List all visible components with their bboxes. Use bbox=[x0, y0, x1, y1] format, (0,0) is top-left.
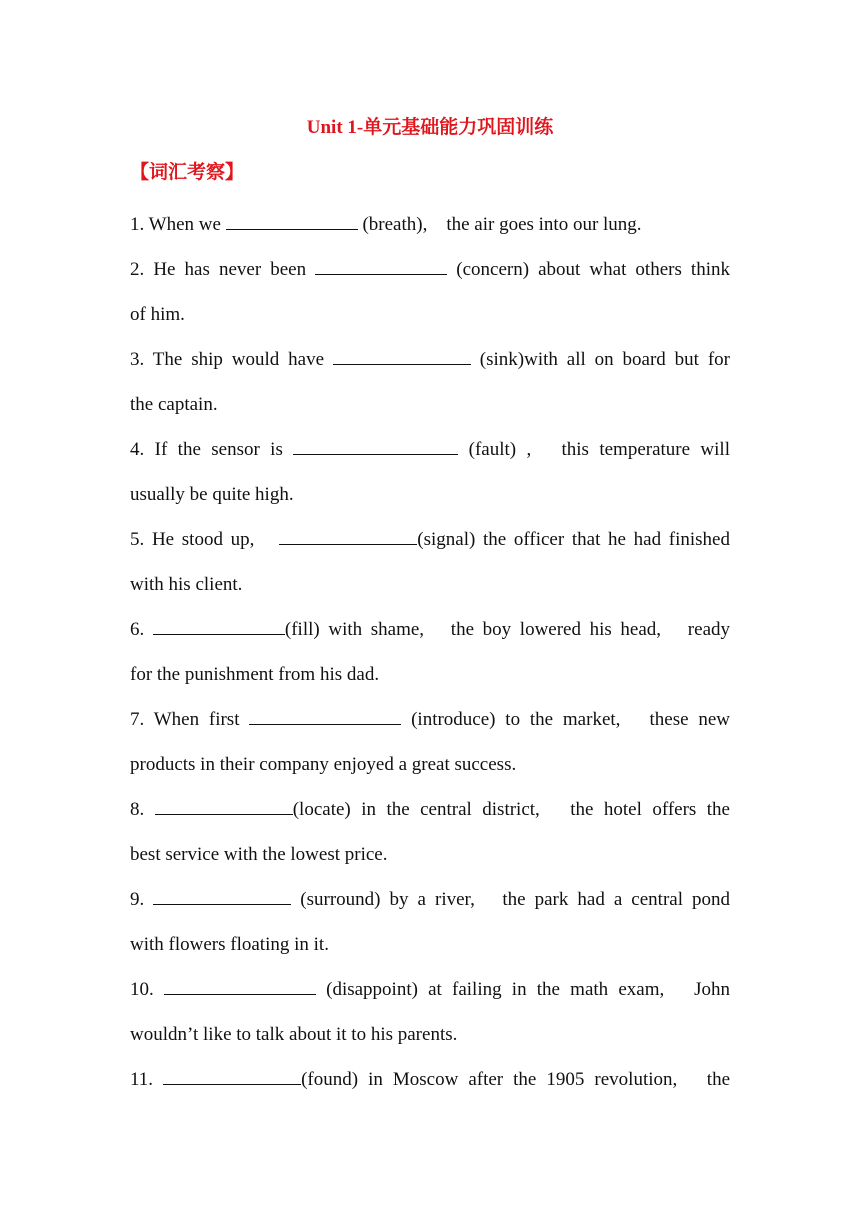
question-7-start: 7. When first bbox=[130, 709, 250, 730]
question-11-rest: (found) in Moscow after the 1905 revolution, the bbox=[301, 1069, 731, 1090]
question-4-rest: (fault) , this temperature will bbox=[458, 439, 730, 460]
question-9-continued: with flowers floating in it. bbox=[130, 934, 329, 955]
question-11 bbox=[130, 1057, 730, 1102]
answer-blank-4[interactable] bbox=[293, 437, 458, 455]
question-2-rest: (concern) about what others think bbox=[447, 259, 730, 280]
question-1 bbox=[130, 202, 730, 247]
question-6-start: 6. bbox=[130, 619, 153, 640]
answer-blank-8[interactable] bbox=[155, 797, 293, 815]
question-9-rest: (surround) by a river, the park had a central pond bbox=[291, 889, 731, 910]
question-5-rest: (signal) the officer that he had finished bbox=[417, 529, 730, 550]
question-5-continued: with his client. bbox=[130, 574, 243, 595]
question-5-start: 5. He stood up, bbox=[130, 529, 280, 550]
question-3-start: 3. The ship would have bbox=[130, 349, 333, 370]
answer-blank-2[interactable] bbox=[315, 257, 447, 275]
question-3 bbox=[130, 337, 730, 382]
question-1-start: 1. When we bbox=[130, 214, 226, 235]
question-6-continued: for the punishment from his dad. bbox=[130, 664, 380, 685]
answer-blank-1[interactable] bbox=[226, 212, 358, 230]
question-11-start: 11. bbox=[130, 1069, 164, 1090]
question-3-rest: (sink)with all on board but for bbox=[470, 349, 730, 370]
question-1-rest: (breath), the air goes into our lung. bbox=[357, 214, 642, 235]
question-6-rest: (fill) with shame, the boy lowered his head, ready bbox=[284, 619, 730, 640]
question-8-rest: (locate) in the central district, the hotel offers the bbox=[292, 799, 730, 820]
question-10-start: 10. bbox=[130, 979, 164, 1000]
question-2 bbox=[130, 247, 730, 292]
question-4 bbox=[130, 427, 730, 472]
answer-blank-10[interactable] bbox=[164, 977, 316, 995]
question-3-continued: the captain. bbox=[130, 394, 218, 415]
question-4-start: 4. If the sensor is bbox=[130, 439, 294, 460]
page-title: Unit 1-单元基础能力巩固训练 bbox=[306, 117, 554, 138]
question-7-continued: products in their company enjoyed a great success. bbox=[130, 754, 517, 775]
question-2-continued: of him. bbox=[130, 304, 185, 325]
question-10 bbox=[130, 967, 730, 1012]
question-6 bbox=[130, 607, 730, 652]
question-7 bbox=[130, 697, 730, 742]
answer-blank-5[interactable] bbox=[279, 527, 417, 545]
question-7-rest: (introduce) to the market, these new bbox=[401, 709, 730, 730]
question-9-start: 9. bbox=[130, 889, 154, 910]
question-2-start: 2. He has never been bbox=[130, 259, 316, 280]
question-8 bbox=[130, 787, 730, 832]
section-heading: 【词汇考察】 bbox=[130, 162, 245, 183]
answer-blank-3[interactable] bbox=[333, 347, 471, 365]
answer-blank-6[interactable] bbox=[153, 617, 285, 635]
question-10-rest: (disappoint) at failing in the math exam, John bbox=[315, 979, 730, 1000]
answer-blank-7[interactable] bbox=[249, 707, 401, 725]
answer-blank-9[interactable] bbox=[153, 887, 291, 905]
question-8-start: 8. bbox=[130, 799, 155, 820]
question-5 bbox=[130, 517, 730, 562]
answer-blank-11[interactable] bbox=[163, 1067, 301, 1085]
question-8-continued: best service with the lowest price. bbox=[130, 844, 388, 865]
question-4-continued: usually be quite high. bbox=[130, 484, 294, 505]
question-list bbox=[130, 202, 730, 1102]
question-10-continued: wouldn’t like to talk about it to his parents. bbox=[130, 1024, 458, 1045]
question-9 bbox=[130, 877, 730, 922]
